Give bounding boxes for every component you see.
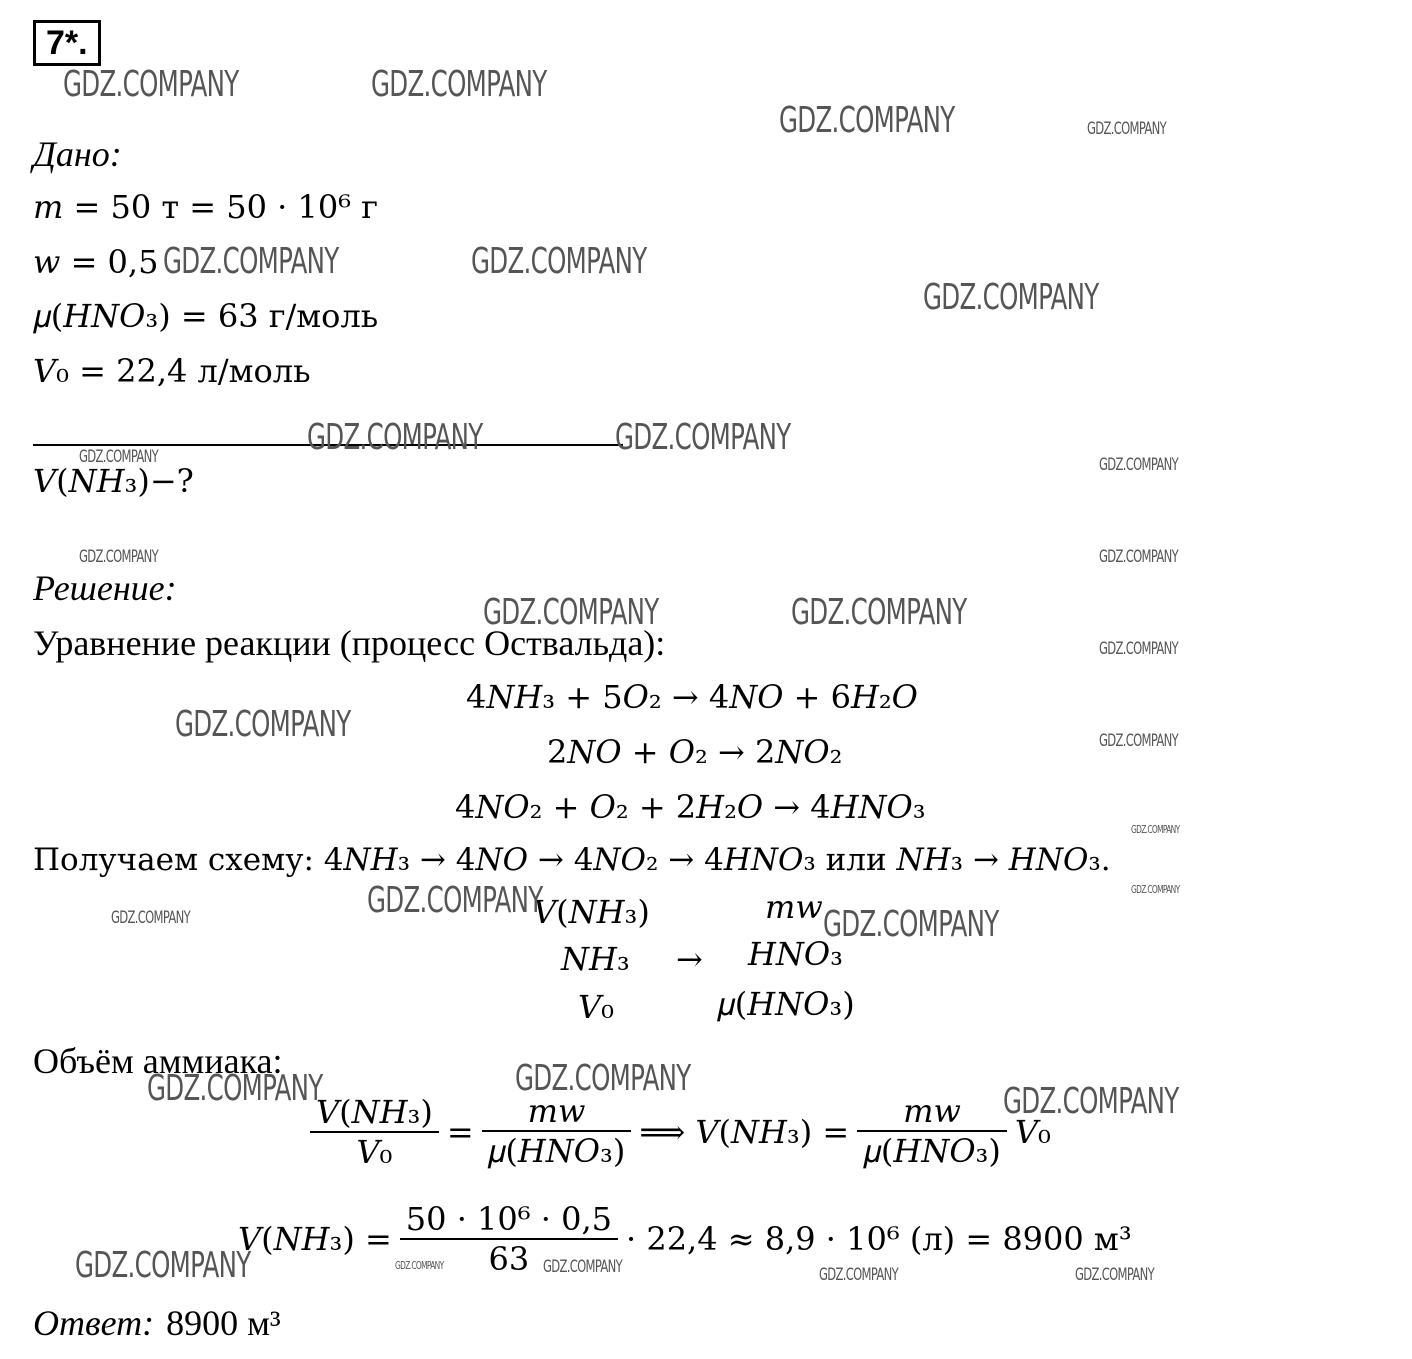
watermark: GDZ.COMPANY <box>791 592 967 633</box>
diagram-arrow: → <box>676 940 703 978</box>
scheme-line: Получаем схему: 4𝑁𝐻₃ → 4𝑁𝑂 → 4𝑁𝑂₂ → 4𝐻𝑁𝑂₃ или 𝑁𝐻₃ → 𝐻𝑁𝑂₃. <box>33 842 1111 878</box>
watermark: GDZ.COMPANY <box>79 547 158 567</box>
watermark: GDZ.COMPANY <box>147 1068 323 1109</box>
watermark: GDZ.COMPANY <box>1099 731 1178 751</box>
given-label: Дано: <box>33 134 122 174</box>
watermark: GDZ.COMPANY <box>819 1265 898 1285</box>
fraction-denominator: 63 <box>488 1240 530 1278</box>
answer-value: 8900 м³ <box>166 1303 281 1343</box>
given-molar-mass: 𝜇(𝐻𝑁𝑂₃) = 63 г/моль <box>33 297 379 335</box>
watermark: GDZ.COMPANY <box>823 904 999 945</box>
watermark: GDZ.COMPANY <box>1003 1081 1179 1122</box>
watermark: GDZ.COMPANY <box>1099 455 1178 475</box>
reaction-1: 4𝑁𝐻₃ + 5𝑂₂ → 4𝑁𝑂 + 6𝐻₂𝑂 <box>466 678 918 716</box>
diagram-left-mid: 𝑁𝐻₃ <box>561 940 630 978</box>
fraction-numerator: 50 · 10⁶ · 0,5 <box>405 1200 612 1238</box>
solution-label: Решение: <box>33 568 177 608</box>
watermark: GDZ.COMPANY <box>615 417 791 458</box>
watermark: GDZ.COMPANY <box>371 64 547 105</box>
volume-formula <box>310 1092 1051 1171</box>
watermark: GDZ.COMPANY <box>63 64 239 105</box>
watermark: GDZ.COMPANY <box>1087 119 1166 139</box>
watermark: GDZ.COMPANY <box>1131 883 1180 896</box>
watermark: GDZ.COMPANY <box>471 241 647 282</box>
watermark: GDZ.COMPANY <box>1075 1265 1154 1285</box>
implies-expression: ⟹ 𝑉(𝑁𝐻₃) = <box>639 1112 850 1151</box>
diagram-right-mid: 𝐻𝑁𝑂₃ <box>748 935 843 973</box>
calc-lhs: 𝑉(𝑁𝐻₃) = <box>238 1220 392 1258</box>
watermark: GDZ.COMPANY <box>483 592 659 633</box>
given-fraction: 𝑤 = 0,5 <box>33 243 159 281</box>
fraction-numerator: 𝑉(𝑁𝐻₃) <box>316 1092 433 1131</box>
fraction-mass-ratio <box>482 1092 632 1171</box>
equation-intro: Уравнение реакции (процесс Оствальда): <box>33 623 666 663</box>
fraction-numerator: 𝑚𝑤 <box>527 1092 586 1130</box>
diagram-left-top: 𝑉(𝑁𝐻₃) <box>533 893 650 931</box>
given-molar-volume: 𝑉₀ = 22,4 л/моль <box>33 352 311 390</box>
watermark: GDZ.COMPANY <box>395 1259 444 1272</box>
watermark: GDZ.COMPANY <box>175 704 351 745</box>
fraction-denominator: 𝜇(𝐻𝑁𝑂₃) <box>863 1132 1001 1170</box>
watermark: GDZ.COMPANY <box>923 277 1099 318</box>
watermark: GDZ.COMPANY <box>307 417 483 458</box>
answer-label: Ответ: <box>33 1303 155 1343</box>
equals-sign: = <box>446 1112 474 1151</box>
diagram-left-bottom: 𝑉₀ <box>578 988 614 1026</box>
formula-tail: 𝑉₀ <box>1014 1112 1051 1151</box>
fraction-denominator: 𝜇(𝐻𝑁𝑂₃) <box>487 1132 626 1170</box>
reaction-2: 2𝑁𝑂 + 𝑂₂ → 2𝑁𝑂₂ <box>547 733 843 771</box>
watermark: GDZ.COMPANY <box>1131 823 1180 836</box>
watermark: GDZ.COMPANY <box>75 1245 251 1286</box>
fraction-mass-ratio-2 <box>857 1092 1007 1171</box>
watermark: GDZ.COMPANY <box>79 447 158 467</box>
diagram-right-bottom: 𝜇(𝐻𝑁𝑂₃) <box>717 985 855 1023</box>
watermark: GDZ.COMPANY <box>779 100 955 141</box>
fraction-numerator: 𝑚𝑤 <box>903 1092 961 1130</box>
watermark: GDZ.COMPANY <box>367 880 543 921</box>
watermark: GDZ.COMPANY <box>1099 639 1178 659</box>
given-mass: 𝑚 = 50 т = 50 · 10⁶ г <box>33 188 378 226</box>
volume-label: Объём аммиака: <box>33 1041 283 1081</box>
calc-rhs: · 22,4 ≈ 8,9 · 10⁶ (л) = 8900 м³ <box>625 1220 1132 1258</box>
watermark: GDZ.COMPANY <box>163 241 339 282</box>
fraction-denominator: 𝑉₀ <box>356 1132 393 1171</box>
diagram-right-top: 𝑚𝑤 <box>765 888 823 926</box>
fraction-volume-ratio <box>310 1093 439 1171</box>
watermark: GDZ.COMPANY <box>111 908 190 928</box>
watermark: GDZ.COMPANY <box>515 1058 691 1099</box>
problem-number: 7*. <box>33 20 101 66</box>
find-question: 𝑉(𝑁𝐻₃)−? <box>33 462 194 500</box>
watermark: GDZ.COMPANY <box>1099 547 1178 567</box>
watermark: GDZ.COMPANY <box>543 1257 622 1277</box>
volume-calculation <box>238 1200 1132 1278</box>
answer <box>33 1302 281 1344</box>
reaction-3: 4𝑁𝑂₂ + 𝑂₂ + 2𝐻₂𝑂 → 4𝐻𝑁𝑂₃ <box>455 788 926 826</box>
